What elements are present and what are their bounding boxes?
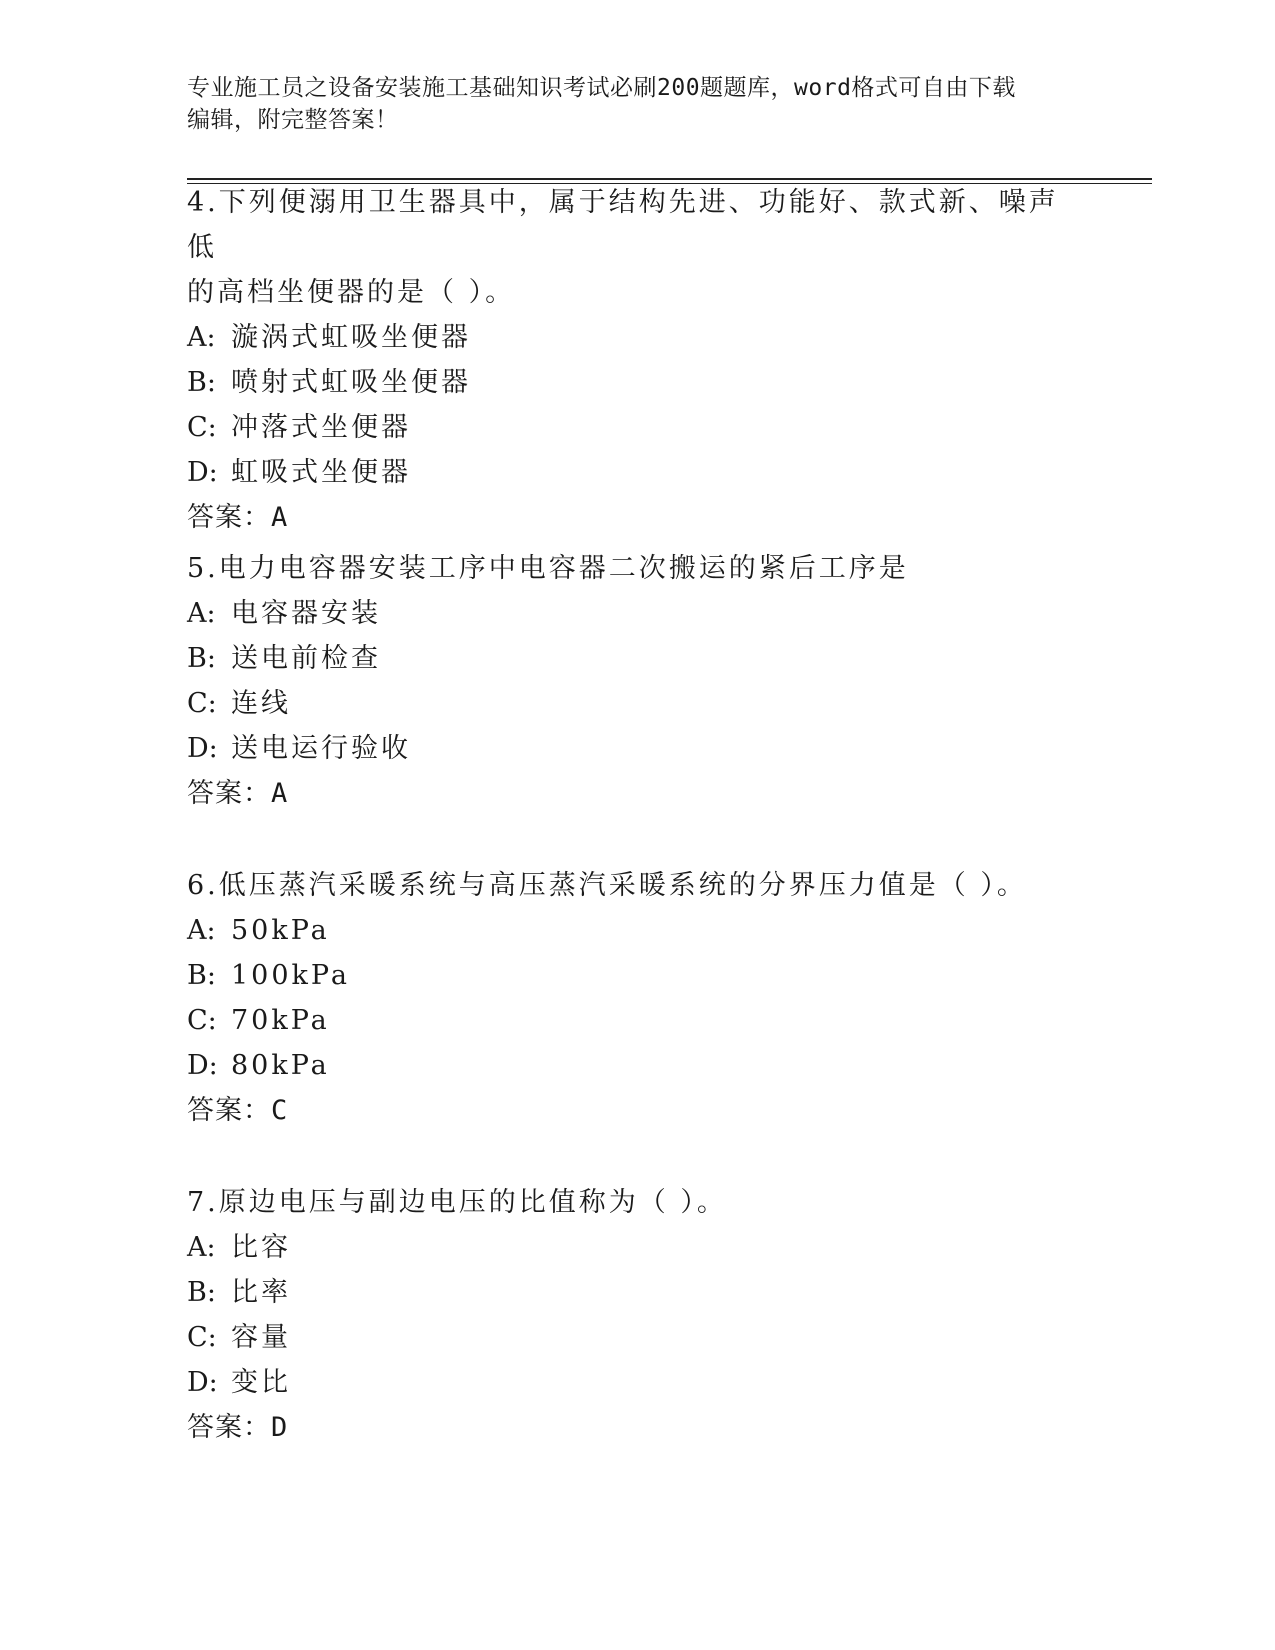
option-d (187, 1360, 1087, 1405)
option-text: 70kPa (231, 1005, 330, 1036)
option-label: C: (187, 1322, 217, 1353)
option-d (187, 1043, 1087, 1088)
option-a (187, 908, 1087, 953)
option-text: 冲落式坐便器 (231, 412, 411, 443)
question-stem-line: 6.低压蒸汽采暖系统与高压蒸汽采暖系统的分界压力值是（ ）。 (187, 870, 1027, 901)
option-d (187, 726, 1087, 771)
question-stem-line: 7.原边电压与副边电压的比值称为（ ）。 (187, 1187, 727, 1218)
document-header (187, 72, 1077, 136)
option-label: B: (187, 367, 216, 398)
option-c (187, 405, 1087, 450)
option-label: C: (187, 688, 217, 719)
option-label: D: (187, 1050, 218, 1081)
option-a (187, 1225, 1087, 1270)
option-label: D: (187, 457, 218, 488)
option-text: 容量 (231, 1322, 291, 1353)
option-label: C: (187, 412, 217, 443)
answer-label: 答案： (187, 1095, 271, 1126)
option-label: A: (187, 322, 216, 353)
option-label: B: (187, 960, 216, 991)
option-c (187, 681, 1087, 726)
answer-line (187, 771, 1087, 816)
header-line-1: 专业施工员之设备安装施工基础知识考试必刷200题题库，word格式可自由下载 (187, 75, 1016, 101)
answer-label: 答案： (187, 1412, 271, 1443)
answer-value: A (271, 778, 289, 809)
question-stem-line: 的高档坐便器的是（ ）。 (187, 277, 516, 308)
option-text: 喷射式虹吸坐便器 (231, 367, 471, 398)
option-a (187, 315, 1087, 360)
option-a (187, 591, 1087, 636)
option-text: 比率 (231, 1277, 291, 1308)
option-text: 连线 (231, 688, 291, 719)
option-c (187, 998, 1087, 1043)
option-label: A: (187, 598, 216, 629)
option-text: 电容器安装 (231, 598, 381, 629)
question-4 (187, 180, 1087, 540)
answer-value: D (271, 1412, 289, 1443)
option-b (187, 636, 1087, 681)
option-text: 漩涡式虹吸坐便器 (231, 322, 471, 353)
question-stem-line: 4.下列便溺用卫生器具中，属于结构先进、功能好、款式新、噪声低 (187, 187, 1059, 263)
option-label: C: (187, 1005, 217, 1036)
option-label: D: (187, 733, 218, 764)
option-text: 80kPa (231, 1050, 330, 1081)
question-stem-line: 5.电力电容器安装工序中电容器二次搬运的紧后工序是 (187, 553, 909, 584)
answer-value: A (271, 502, 289, 533)
answer-line (187, 495, 1087, 540)
option-b (187, 953, 1087, 998)
option-text: 送电前检查 (231, 643, 381, 674)
option-b (187, 360, 1087, 405)
option-b (187, 1270, 1087, 1315)
option-label: B: (187, 1277, 216, 1308)
option-label: D: (187, 1367, 218, 1398)
question-5 (187, 546, 1087, 816)
answer-line (187, 1405, 1087, 1450)
option-d (187, 450, 1087, 495)
answer-line (187, 1088, 1087, 1133)
answer-value: C (271, 1095, 289, 1126)
option-text: 比容 (231, 1232, 291, 1263)
answer-label: 答案： (187, 502, 271, 533)
question-7 (187, 1180, 1087, 1450)
option-label: B: (187, 643, 216, 674)
option-label: A: (187, 1232, 216, 1263)
option-text: 送电运行验收 (231, 733, 411, 764)
option-c (187, 1315, 1087, 1360)
option-text: 虹吸式坐便器 (231, 457, 411, 488)
answer-label: 答案： (187, 778, 271, 809)
option-text: 50kPa (231, 915, 330, 946)
option-text: 100kPa (231, 960, 350, 991)
option-label: A: (187, 915, 216, 946)
question-6 (187, 863, 1087, 1133)
header-line-2: 编辑，附完整答案！ (187, 107, 399, 133)
option-text: 变比 (231, 1367, 291, 1398)
